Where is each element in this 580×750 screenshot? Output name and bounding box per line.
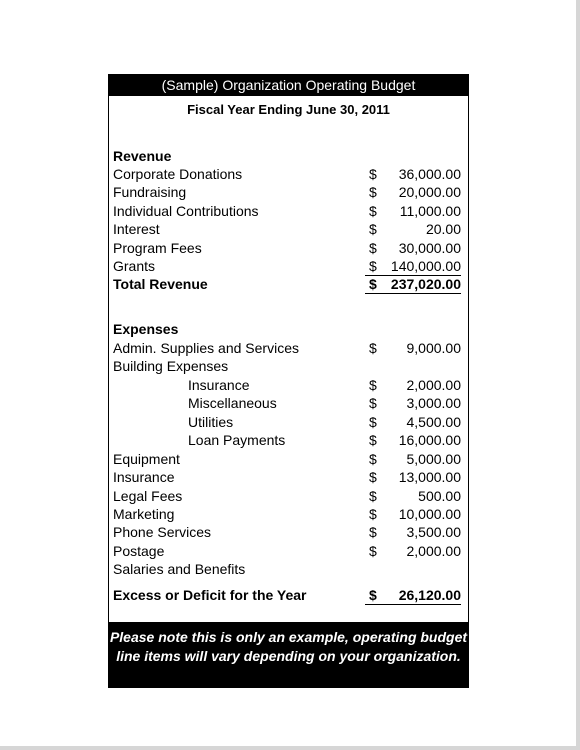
line-item-label: Insurance	[113, 469, 175, 485]
expenses-heading	[113, 320, 461, 338]
currency-symbol: $	[369, 488, 377, 504]
expense-row	[113, 505, 461, 523]
currency-symbol: $	[369, 506, 377, 522]
revenue-row	[113, 257, 461, 275]
currency-symbol: $	[369, 258, 377, 274]
result-amount: 26,120.00	[398, 587, 461, 603]
currency-symbol: $	[369, 166, 377, 182]
line-item-amount: 20,000.00	[398, 184, 461, 200]
revenue-row	[113, 165, 461, 183]
revenue-row	[113, 202, 461, 220]
expense-subrow	[113, 394, 461, 412]
total-amount: 237,020.00	[390, 276, 461, 292]
currency-symbol: $	[369, 432, 377, 448]
line-item-amount: 30,000.00	[398, 240, 461, 256]
line-item-amount: 2,000.00	[406, 377, 461, 393]
expense-row	[113, 339, 461, 357]
currency-symbol: $	[369, 587, 377, 603]
line-item-label: Interest	[113, 221, 160, 237]
expense-subrow	[113, 431, 461, 449]
line-item-label: Equipment	[113, 451, 180, 467]
line-item-amount: 11,000.00	[399, 203, 461, 219]
line-item-amount: 500.00	[418, 488, 461, 504]
total-underline	[365, 293, 461, 294]
total-revenue-row	[113, 275, 461, 293]
currency-symbol: $	[369, 469, 377, 485]
document-subtitle: Fiscal Year Ending June 30, 2011	[187, 102, 390, 117]
expense-row	[113, 542, 461, 560]
line-item-label: Legal Fees	[113, 488, 183, 504]
line-item-amount: 20.00	[425, 221, 461, 237]
currency-symbol: $	[369, 203, 377, 219]
expense-row	[113, 357, 461, 375]
revenue-row	[113, 183, 461, 201]
currency-symbol: $	[369, 543, 377, 559]
line-item-amount: 140,000.00	[390, 258, 461, 274]
line-item-label: Marketing	[113, 506, 175, 522]
currency-symbol: $	[369, 221, 377, 237]
line-item-label: Fundraising	[113, 184, 187, 200]
currency-symbol: $	[369, 240, 377, 256]
revenue-row	[113, 239, 461, 257]
disclaimer-note: Please note this is only an example, operating budget line items will vary depending on your organization.	[109, 622, 468, 687]
line-item-label: Grants	[113, 258, 156, 274]
line-item-amount: 5,000.00	[406, 451, 461, 467]
line-item-label: Corporate Donations	[113, 166, 243, 182]
currency-symbol: $	[369, 414, 377, 430]
currency-symbol: $	[369, 524, 377, 540]
total-label: Total Revenue	[113, 276, 208, 292]
line-item-label: Individual Contributions	[113, 203, 259, 219]
result-underline	[365, 604, 461, 605]
line-item-amount: 4,500.00	[406, 414, 461, 430]
line-item-label: Miscellaneous	[188, 395, 277, 411]
line-item-label: Admin. Supplies and Services	[113, 340, 299, 356]
section-heading: Revenue	[113, 148, 172, 164]
expense-row	[113, 468, 461, 486]
expense-row	[113, 523, 461, 541]
line-item-label: Utilities	[188, 414, 234, 430]
expense-subrow	[113, 413, 461, 431]
currency-symbol: $	[369, 340, 377, 356]
excess-deficit-row	[113, 586, 461, 604]
line-item-label: Loan Payments	[188, 432, 286, 448]
line-item-label: Postage	[113, 543, 165, 559]
expense-subrow	[113, 376, 461, 394]
currency-symbol: $	[369, 377, 377, 393]
line-item-amount: 9,000.00	[406, 340, 461, 356]
section-heading: Expenses	[113, 321, 179, 337]
revenue-heading	[113, 147, 461, 165]
line-item-amount: 10,000.00	[398, 506, 461, 522]
expense-row	[113, 487, 461, 505]
currency-symbol: $	[369, 184, 377, 200]
line-item-label: Building Expenses	[113, 358, 229, 374]
line-item-label: Salaries and Benefits	[113, 561, 246, 577]
line-item-label: Phone Services	[113, 524, 212, 540]
budget-sheet	[108, 74, 469, 688]
result-label: Excess or Deficit for the Year	[113, 587, 307, 603]
currency-symbol: $	[369, 395, 377, 411]
line-item-amount: 3,000.00	[406, 395, 461, 411]
line-item-amount: 36,000.00	[398, 166, 461, 182]
line-item-amount: 13,000.00	[398, 469, 461, 485]
expense-row	[113, 560, 461, 578]
line-item-amount: 2,000.00	[406, 543, 461, 559]
line-item-label: Program Fees	[113, 240, 202, 256]
document-title: (Sample) Organization Operating Budget	[109, 75, 468, 96]
line-item-label: Insurance	[188, 377, 250, 393]
currency-symbol: $	[369, 276, 377, 292]
currency-symbol: $	[369, 451, 377, 467]
line-item-amount: 3,500.00	[406, 524, 461, 540]
revenue-row	[113, 220, 461, 238]
line-item-amount: 16,000.00	[398, 432, 461, 448]
expense-row	[113, 450, 461, 468]
